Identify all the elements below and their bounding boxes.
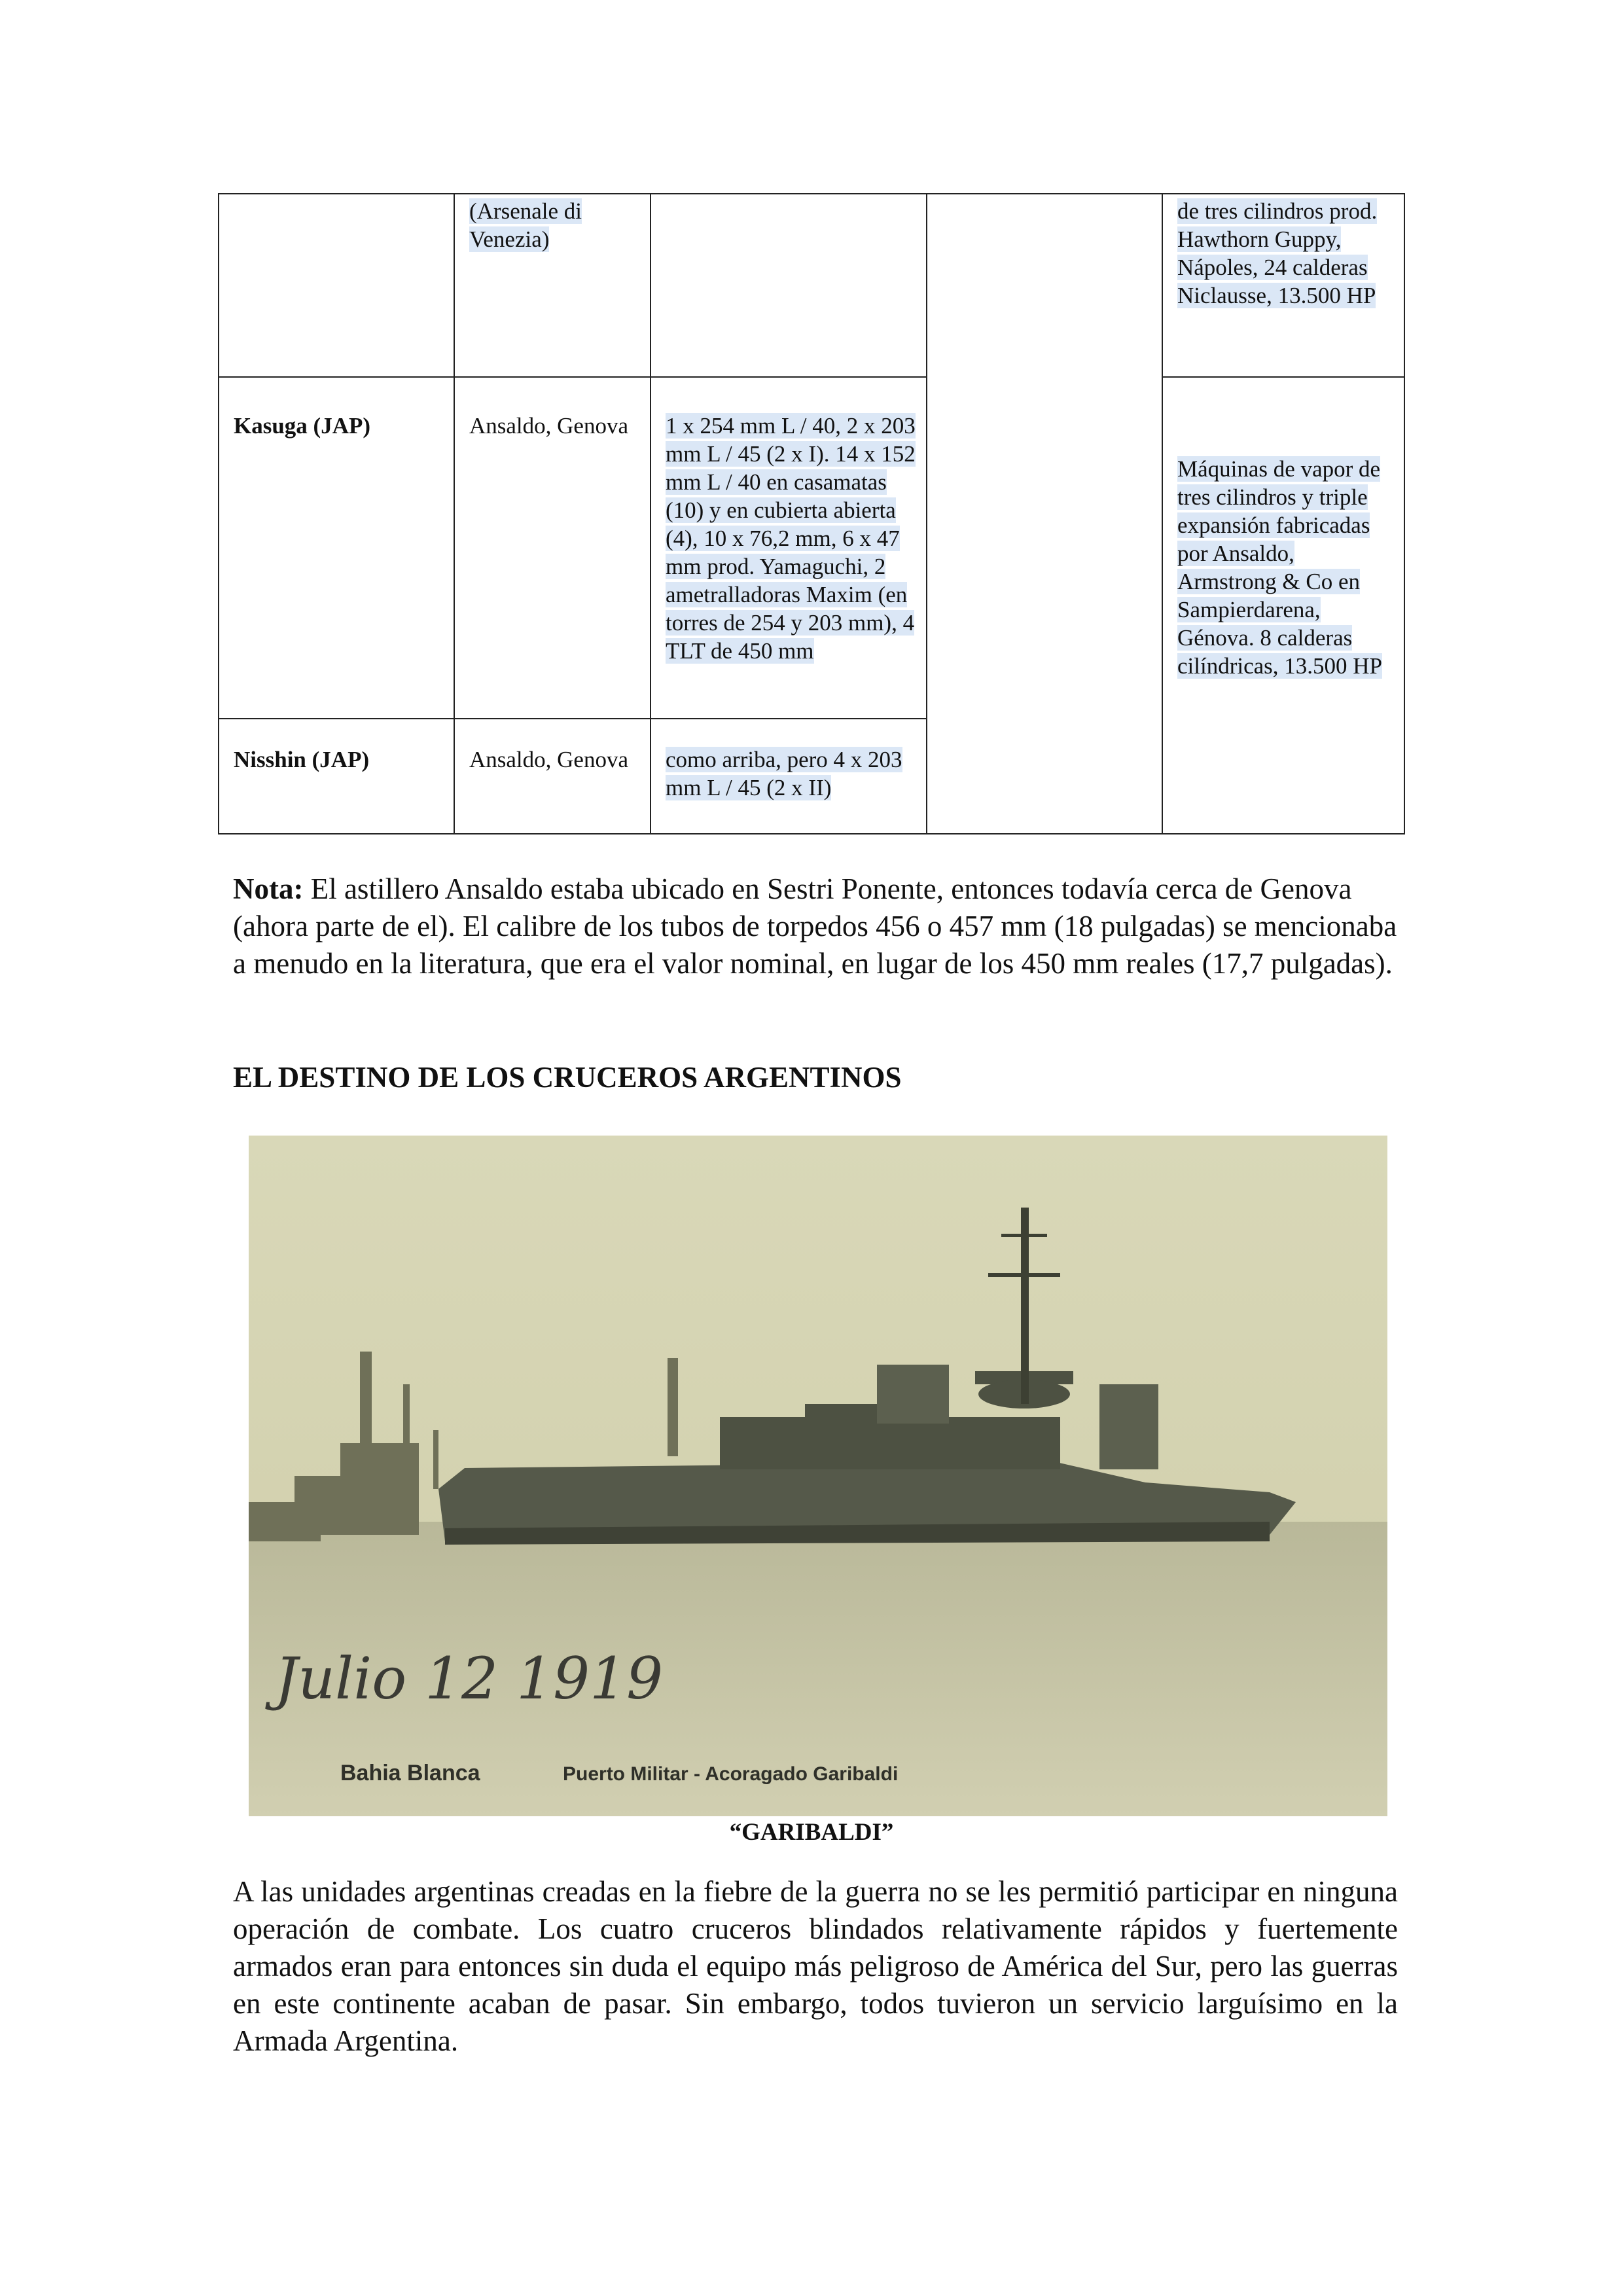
- engine-cell: [1162, 194, 1404, 377]
- postcard-place: Bahia Blanca: [340, 1761, 480, 1785]
- ship-name-cell: Nisshin (JAP): [219, 719, 454, 834]
- shipyard-cell: Ansaldo, Genova: [454, 719, 651, 834]
- note-text: El astillero Ansaldo estaba ubicado en Sestri Ponente, entonces todavía cerca de Genova (ahora parte de el). El calibre de los tubos de torpedos 456 o 457 mm (18 pulgadas) se mencionaba a menudo en la literatura, que era el valor nominal, en lugar de los 450 mm reales (17,7 pulgadas).: [233, 872, 1397, 980]
- table-row: [219, 377, 1404, 719]
- armament-text: como arriba, pero 4 x 203 mm L / 45 (2 x II): [666, 747, 902, 800]
- body-paragraph: A las unidades argentinas creadas en la fiebre de la guerra no se les permitió participar en ninguna operación de combate. Los cuatro cruceros blindados relativamente rápidos y fuertemente armados eran para entonces sin duda el equipo más peligroso de América del Sur, pero las guerras en este continente acaban de pasar. Sin embargo, todos tuvieron un servicio larguísimo en la Armada Argentina.: [233, 1875, 1398, 2057]
- shipyard-cell: Ansaldo, Genova: [454, 377, 651, 719]
- photo-caption: “GARIBALDI”: [729, 1819, 894, 1846]
- handwritten-date: Julio 12 1919: [275, 1645, 664, 1712]
- postcard-title: Puerto Militar - Acoragado Garibaldi: [563, 1763, 899, 1785]
- note-paragraph: [233, 870, 1398, 982]
- note-label: Nota:: [233, 872, 304, 905]
- empty-merged-cell: [927, 194, 1162, 834]
- ship-name-cell: [219, 194, 454, 377]
- section-title: EL DESTINO DE LOS CRUCEROS ARGENTINOS: [233, 1061, 902, 1094]
- table-row: [219, 194, 1404, 377]
- postcard-image: [249, 1136, 1387, 1816]
- garibaldi-postcard-photo: [249, 1136, 1387, 1816]
- engine-text: de tres cilindros prod. Hawthorn Guppy, Nápoles, 24 calderas Niclausse, 13.500 HP: [1177, 198, 1378, 308]
- armament-cell: [651, 194, 927, 377]
- ship-name-cell: Kasuga (JAP): [219, 377, 454, 719]
- engine-text: Máquinas de vapor de tres cilindros y triple expansión fabricadas por Ansaldo, Armstrong & Co en Sampierdarena, Génova. 8 calderas cilíndricas, 13.500 HP: [1177, 456, 1383, 679]
- ships-table: [218, 193, 1405, 834]
- armament-cell: [651, 377, 927, 719]
- shipyard-cell: [454, 194, 651, 377]
- armament-cell: [651, 719, 927, 834]
- shipyard-text: (Arsenale di Venezia): [469, 198, 582, 252]
- engine-cell: [1162, 377, 1404, 834]
- armament-text: 1 x 254 mm L / 40, 2 x 203 mm L / 45 (2 x I). 14 x 152 mm L / 40 en casamatas (10) y en cubierta abierta (4), 10 x 76,2 mm, 6 x 47 mm prod. Yamaguchi, 2 ametralladoras Maxim (en torres de 254 y 203 mm), 4 TLT de 450 mm: [666, 413, 916, 664]
